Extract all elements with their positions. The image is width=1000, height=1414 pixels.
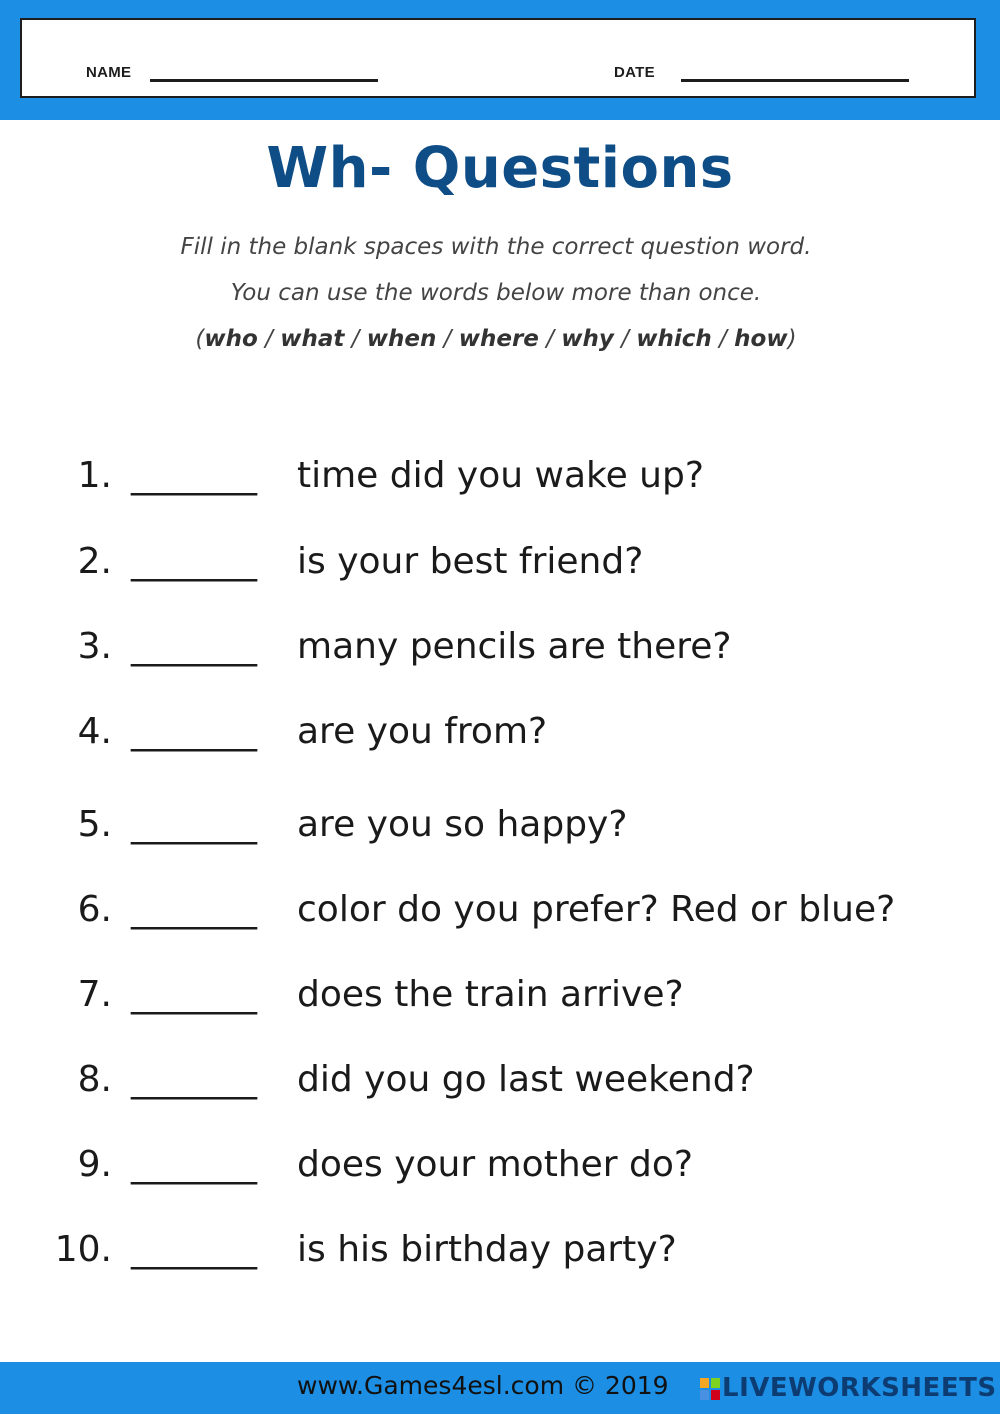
word-bank-item: which	[636, 326, 712, 352]
name-date-box	[20, 18, 976, 98]
page-title: Wh- Questions	[266, 136, 734, 201]
footer-credit: www.Games4esl.com © 2019	[297, 1371, 669, 1400]
question-number: 10.	[54, 1229, 112, 1270]
question-number: 3.	[77, 626, 112, 667]
question-text: many pencils are there?	[297, 626, 732, 667]
question-text: are you so happy?	[297, 804, 628, 845]
answer-blank[interactable]: _______	[131, 1144, 257, 1185]
question-text: time did you wake up?	[297, 455, 704, 496]
question-number: 9.	[77, 1144, 112, 1185]
question-row	[0, 541, 1000, 597]
liveworksheets-logo-icon	[700, 1378, 720, 1400]
question-row	[0, 1144, 1000, 1200]
date-field-line[interactable]	[681, 79, 909, 82]
question-text: is his birthday party?	[297, 1229, 677, 1270]
question-row	[0, 455, 1000, 511]
answer-blank[interactable]: _______	[131, 455, 257, 496]
word-bank-item: when	[366, 326, 437, 352]
instruction-line-2: You can use the words below more than once.	[230, 280, 762, 306]
question-text: does your mother do?	[297, 1144, 694, 1185]
answer-blank[interactable]: _______	[131, 711, 257, 752]
answer-blank[interactable]: _______	[131, 974, 257, 1015]
question-row	[0, 889, 1000, 945]
question-row	[0, 626, 1000, 682]
answer-blank[interactable]: _______	[131, 541, 257, 582]
question-text: did you go last weekend?	[297, 1059, 755, 1100]
word-bank: (who / what / when / where / why / which / how)	[195, 326, 797, 352]
question-number: 2.	[77, 541, 112, 582]
answer-blank[interactable]: _______	[131, 889, 257, 930]
question-text: are you from?	[297, 711, 548, 752]
instruction-line-1: Fill in the blank spaces with the correct question word.	[180, 234, 812, 260]
question-number: 6.	[77, 889, 112, 930]
answer-blank[interactable]: _______	[131, 626, 257, 667]
word-bank-item: how	[734, 326, 788, 352]
question-row	[0, 804, 1000, 860]
date-label: DATE	[614, 64, 655, 81]
question-text: does the train arrive?	[297, 974, 684, 1015]
question-row	[0, 974, 1000, 1030]
answer-blank[interactable]: _______	[131, 1059, 257, 1100]
word-bank-item: why	[561, 326, 614, 352]
question-number: 8.	[77, 1059, 112, 1100]
question-row	[0, 1229, 1000, 1285]
question-row	[0, 711, 1000, 767]
word-bank-item: where	[458, 326, 539, 352]
name-field-line[interactable]	[150, 79, 378, 82]
question-number: 4.	[77, 711, 112, 752]
word-bank-item: who	[204, 326, 258, 352]
word-bank-item: what	[280, 326, 345, 352]
name-label: NAME	[86, 64, 132, 81]
question-number: 5.	[77, 804, 112, 845]
question-text: color do you prefer? Red or blue?	[297, 889, 896, 930]
question-text: is your best friend?	[297, 541, 644, 582]
liveworksheets-watermark[interactable]: LIVEWORKSHEETS	[722, 1373, 997, 1403]
question-row	[0, 1059, 1000, 1115]
answer-blank[interactable]: _______	[131, 804, 257, 845]
answer-blank[interactable]: _______	[131, 1229, 257, 1270]
question-number: 7.	[77, 974, 112, 1015]
question-number: 1.	[77, 455, 112, 496]
